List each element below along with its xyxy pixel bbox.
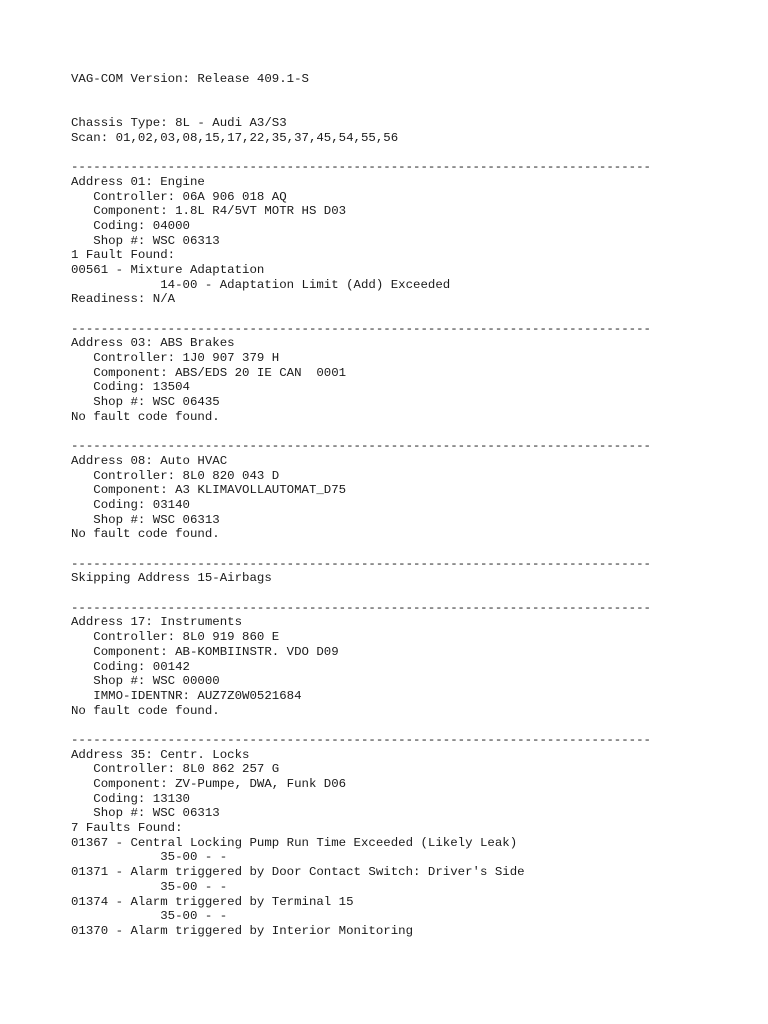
controller-line: Controller: 06A 906 018 AQ — [71, 189, 287, 204]
fault-code: 01370 - Alarm triggered by Interior Monitoring — [71, 923, 414, 938]
component-line: Component: 1.8L R4/5VT MOTR HS D03 — [71, 204, 347, 219]
fault-code: 01367 - Central Locking Pump Run Time Exceeded (Likely Leak) — [71, 835, 518, 850]
separator: ------------------------------------------------------------------------------ — [71, 556, 651, 571]
fault-detail: 35-00 - - — [71, 879, 228, 894]
fault-detail: 35-00 - - — [71, 850, 228, 865]
separator: ------------------------------------------------------------------------------ — [71, 321, 651, 336]
scan-report — [71, 72, 711, 939]
separator: ------------------------------------------------------------------------------ — [71, 160, 651, 175]
version-line: VAG-COM Version: Release 409.1-S — [71, 72, 309, 86]
component-line: Component: ZV-Pumpe, DWA, Funk D06 — [71, 777, 347, 792]
component-line: Component: ABS/EDS 20 IE CAN 0001 — [71, 365, 347, 380]
component-line: Component: A3 KLIMAVOLLAUTOMAT_D75 — [71, 483, 347, 498]
chassis-line: Chassis Type: 8L - Audi A3/S3 — [71, 116, 287, 131]
shop-line: Shop #: WSC 06435 — [71, 395, 220, 410]
skip-line: Skipping Address 15-Airbags — [71, 571, 272, 586]
fault-detail: 35-00 - - — [71, 909, 228, 924]
section-address-01 — [71, 175, 711, 307]
coding-line: Coding: 00142 — [71, 659, 190, 674]
status-line: No fault code found. — [71, 527, 220, 542]
address-heading: Address 17: Instruments — [71, 615, 243, 630]
status-line: No fault code found. — [71, 703, 220, 718]
coding-line: Coding: 03140 — [71, 497, 190, 512]
shop-line: Shop #: WSC 06313 — [71, 806, 220, 821]
address-heading: Address 03: ABS Brakes — [71, 336, 235, 351]
address-heading: Address 01: Engine — [71, 174, 205, 189]
separator: ------------------------------------------------------------------------------ — [71, 600, 651, 615]
fault-code: 00561 - Mixture Adaptation — [71, 262, 265, 277]
coding-line: Coding: 04000 — [71, 218, 190, 233]
fault-detail: 14-00 - Adaptation Limit (Add) Exceeded — [71, 277, 451, 292]
fault-code: 01371 - Alarm triggered by Door Contact Switch: Driver's Side — [71, 865, 525, 880]
separator: ------------------------------------------------------------------------------ — [71, 439, 651, 454]
scan-line: Scan: 01,02,03,08,15,17,22,35,37,45,54,55,56 — [71, 130, 399, 145]
controller-line: Controller: 8L0 919 860 E — [71, 630, 280, 645]
section-address-03 — [71, 336, 711, 424]
status-line: No fault code found. — [71, 409, 220, 424]
address-heading: Address 35: Centr. Locks — [71, 747, 250, 762]
immo-line: IMMO-IDENTNR: AUZ7Z0W0521684 — [71, 688, 302, 703]
coding-line: Coding: 13130 — [71, 791, 190, 806]
shop-line: Shop #: WSC 06313 — [71, 512, 220, 527]
section-address-08 — [71, 454, 711, 542]
controller-line: Controller: 8L0 862 257 G — [71, 762, 280, 777]
shop-line: Shop #: WSC 00000 — [71, 674, 220, 689]
separator: ------------------------------------------------------------------------------ — [71, 732, 651, 747]
fault-code: 01374 - Alarm triggered by Terminal 15 — [71, 894, 354, 909]
shop-line: Shop #: WSC 06313 — [71, 233, 220, 248]
section-address-35 — [71, 748, 711, 939]
component-line: Component: AB-KOMBIINSTR. VDO D09 — [71, 644, 339, 659]
address-heading: Address 08: Auto HVAC — [71, 453, 228, 468]
section-address-17 — [71, 615, 711, 718]
faults-count: 7 Faults Found: — [71, 821, 183, 836]
readiness-line: Readiness: N/A — [71, 292, 176, 307]
coding-line: Coding: 13504 — [71, 380, 190, 395]
controller-line: Controller: 1J0 907 379 H — [71, 351, 280, 366]
section-address-15 — [71, 571, 711, 586]
controller-line: Controller: 8L0 820 043 D — [71, 468, 280, 483]
faults-count: 1 Fault Found: — [71, 248, 176, 263]
